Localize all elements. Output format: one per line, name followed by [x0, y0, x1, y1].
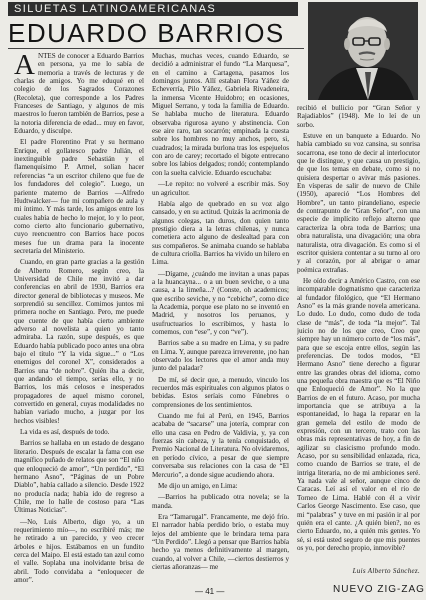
article-column-1	[14, 52, 144, 588]
author-portrait-photo	[308, 2, 418, 100]
title-divider	[8, 48, 304, 49]
paragraph: Era “Tamarugal”. Francamente, me dejó frío. El narrador había perdido brío, o estaba muy lejos del ambiente que le brindara tema para “Un Perdido”. Llegó a pensar que Barrios había hecho ya menos definitivamente al margen, cuando, al volver a Chile, —ciertos destierros y ciertas añoranzas— me	[152, 512, 289, 571]
article-column-3	[297, 104, 420, 564]
portrait-illustration	[308, 2, 418, 100]
paragraph: recibió el bullicio por “Gran Señor y Rajadiablos” (1948). Me lo leí de un sorbo.	[297, 104, 420, 129]
page-number: — 41 —	[195, 587, 225, 596]
magazine-name: NUEVO ZIG-ZAG	[333, 584, 425, 595]
paragraph: —Dígame, ¿cuándo me invitan a unas papas a la huancayna... o a un buen seviche, o a una causa, a la limeña...? (Conste, oh academicos; que escribo seviche, y no “cebiche”, como dice la Academia, porque ese plato no se inventó en Madrid, y nosotros los peruanos, y usufructuarios lo escribimos, y hasta lo comemos, con “ese”, y con “ve”).	[152, 269, 289, 336]
paragraph: He oído decir a Américo Castro, con ese incomparable dogmatismo que caracteriza al fundador filológico, que “El Hermano Asno” es la más grande novela americana. Lo dudo. Lo dudo, como dudo de toda clase de “más”, de toda “la mejor”. Tal juicio no de los que creo, Creo que siempre hay un número corto de “los más”, para que se escoja entre ellos, según las preferencias. De todos modos, “El Hermano Asno” tiene derecho a figurar entre las grandes obras del idioma, como una pequeña obra maestra que es “El Niño que Enloqueció de Amor”. No la que Barrios de en el futuro. Acaso, por mucha importancia que se atribuya a la espontaneidad, lo haga la reparar en la gran gemela del estilo de modo de expresión, con un tercero, trato con las obras más representativas de hoy, a fin de agilizar su clasicismo profundo modo. Acaso, por su sensibilidad enlazada, rica, como cuando de Barrios se trate, el de intriga literaria, no de mi ambiciones seré. Ya nada vale al señor, aunque cinco de Caracas. Leí así el valor en el rio de Torneo de Lima. Hablé con él a vivir Carlos George Nascimento. Ese caso, que mi “palabras” y tuve en mi pasión ir al por quién era el cante. ¿A quién bien?, no es cierto Eduardo, no, a quién mis gentes. Yo sé, si está usted seguro de que mis puentes os yo, por derecho propio, inmovible?	[297, 276, 420, 552]
paragraph	[14, 52, 144, 135]
paragraph: Muchas, muchas veces, cuando Eduardo, se decidió a administrar el fundo “La Marquesa”, en el camino a Cartagena, pasamos los domingos juntos. Allí estaban Flora Yáñez de Echeverría, Pilo Yáñez, Gabriela Rivadeneira, la inmensa Vicente Huidobro; en ocasiones, Miguel Serrano, y toda la familia de Eduardo. Se hablaba mucho de literatura. Eduardo observaba rigurosa ayuno y abstinencia. Con ese aire raro, tan socarrón; empinada la cuesta sobre los hombres no muy anchos, pero, si, cuadrados; la mirada burlona tras los espejuelos con aro de carey; recortado el bigote entrecano sobre los labios delgados; rondó; contemplando con la suelta calvicie. Eduardo escuchaba:	[152, 52, 289, 177]
paragraph: El padre Florentino Prat y su hermano Enrique, el gollatesco padre Julián, el inextinguible padre Sebastián y el flamenquísimo P. Armel, solían hacer referencias “a un escritor chileno que fue de los fundadores del colegio”. Luego, un pariente materno de Barrios —Alfredo Hudtwalcker— fue mi compañero de aula y mi íntimo. Y más tarde, los amigos entre los cuales había de hecho lo mejor, lo y lo peor, como cierto alto funcionario gubernativo, cuyo reencuentro con Barrios hace pocos meses fue un drama para la inocente secretaría del Ministerio.	[14, 138, 144, 255]
paragraph: —No, Luis Alberto, digo yo, a un requerimiento mío—, no escribiré más; me he retirado a un parecido, y veo crecer árboles e hijos. Estábamos en un fundito cerca del Maipo. El está estado tan azul como el valle. Soplaba una inolvidante brisa de abril. Todo convidaba a “enloquecer de amor”.	[14, 517, 144, 584]
paragraph: De mí, sé decir que, a menudo, vinculo los recuerdos más espirituales con algunos platos o bebidas. Estos seríais como Fúnebres o comprensiones de los sentimientos.	[152, 375, 289, 409]
paragraph: —Barrios ha publicado otra novela; se la manda.	[152, 493, 289, 510]
section-banner: SILUETAS LATINOAMERICANAS	[8, 2, 298, 16]
paragraph: Estuve en un banquete a Eduardo. No había cambiado su voz cansina, su sonrisa socarrona, ese tono de decir al interlocutor que le distingue, y que causa un prestigio, de que los temas en debate, como si no quisiera despertar o avivar más pasiones. En vísperas de salir de nuevo de Chile (1950), apareció “Los Hombres del Hombre”, un tanto pirandeliano, especie de contrapunto de “Gran Señor”, con una especie de implícito reflejo alterno que caracteriza la obra toda de Barrios; una obra naturalista, una divagación; una obra naturalista, otra divagación. Es como si el escritor quisiera contentar a su turno al oro y al corazón, por al abrigar o amar poémica extrañas.	[297, 132, 420, 274]
paragraph: Barrios se hallaba en un estado de desgano literario. Después de escalar la fama con ese magnífico puñado de relatos que son “El niño que enloqueció de amor”, “Un perdido”, “El hermano Asno”, “Páginas de un Pobre Diablo”, había callado a silencio. Desde 1922 no producía nada; había ido de regreso a Chile, me lo halle de costoso para “Las Últimas Noticias”.	[14, 439, 144, 515]
paragraph: Me dijo un amigo, en Lima:	[158, 481, 238, 490]
author-signature: Luis Alberto Sánchez.	[352, 567, 420, 575]
paragraph: Cuando, en gran parte gracias a la gestión de Alberto Romero, según creo, la Universidad de Chile me invitó a dar conferencias en abril de 1930, Barrios era director general de bibliotecas y museos. Me sorprendió su sencillez. Comimos juntos mi primera noche en Santiago. Pero, me puede que cuente de que había cierto ambiente adverso al novelista a quien yo tanto admiraba. La razón, supe después, es que Eduardo había publicado poco antes una obra bajo el título “Y la vida sigue...” o “Los enemigos del coronel X”, considerados a Barrios una “de nobre”. Quién iba a decir, que andando el tiempo, serías ello, y no Barrios, los más celosos e inesperados propagadores de aquel mismo coronel, convertido en general, cuyas modalidades no habían variado mucho, a juzgar por los hechos visibles!	[14, 258, 144, 425]
article-title: EDUARDO BARRIOS	[8, 18, 285, 48]
paragraph: La vida es así, después de todo.	[20, 428, 110, 437]
paragraph: Cuando me fui al Perú, en 1945, Barrios acababa de “sacarse” una jotería, comprar con ello una casa en Pedro de Valdivia, y, ya con fuerzas sin cabeza, y la tenía conquistado, el Premio Nacional de Literatura. No olvidaremos, en período cívico, a pesar de que siempre conversaba sus relaciones con la casa de “El Mercurio”, a donde sigue acudiendo ahora.	[152, 412, 289, 479]
paragraph: Había algo de quebrado en su voz algo cansado, y en su actitud. Quizás la acrimonia de algunos colegas, tan duros, don quien tanto prestigio diera a la letras chilenas, y nunca cometiera acto alguno de deslealtad para con sus compañeros. Se animaba cuando se hablaba de cultura criolla. Barrios ha vivido un hilero en Lima.	[152, 199, 289, 267]
paragraph: Barrios sabe a su madre en Lima, y su padre en Lima. Y, aunque parezca irreverente, ¡no han observado los lectores que el amor anda muy junto del paladar?	[152, 339, 289, 373]
paragraph: —Le repito: no volveré a escribir más. Soy un agricultor.	[152, 180, 289, 197]
article-column-2	[152, 52, 289, 588]
drop-cap: A	[14, 52, 35, 81]
paragraph-text: NTES de conocer a Eduardo Barrios en persona, ya me lo sabía de memoria a través de lecturas y de charlas de amigos. Yo me eduqué en el colegio de los Sagrados Corazones (Recoleta), que corresponde a los Padres Franceses de Santiago, y algunos de mis maestros lo fueron también de Barrios, pese a la notoria diferencia de edad... muy en favor, Eduardo, y disculpe.	[14, 52, 144, 136]
